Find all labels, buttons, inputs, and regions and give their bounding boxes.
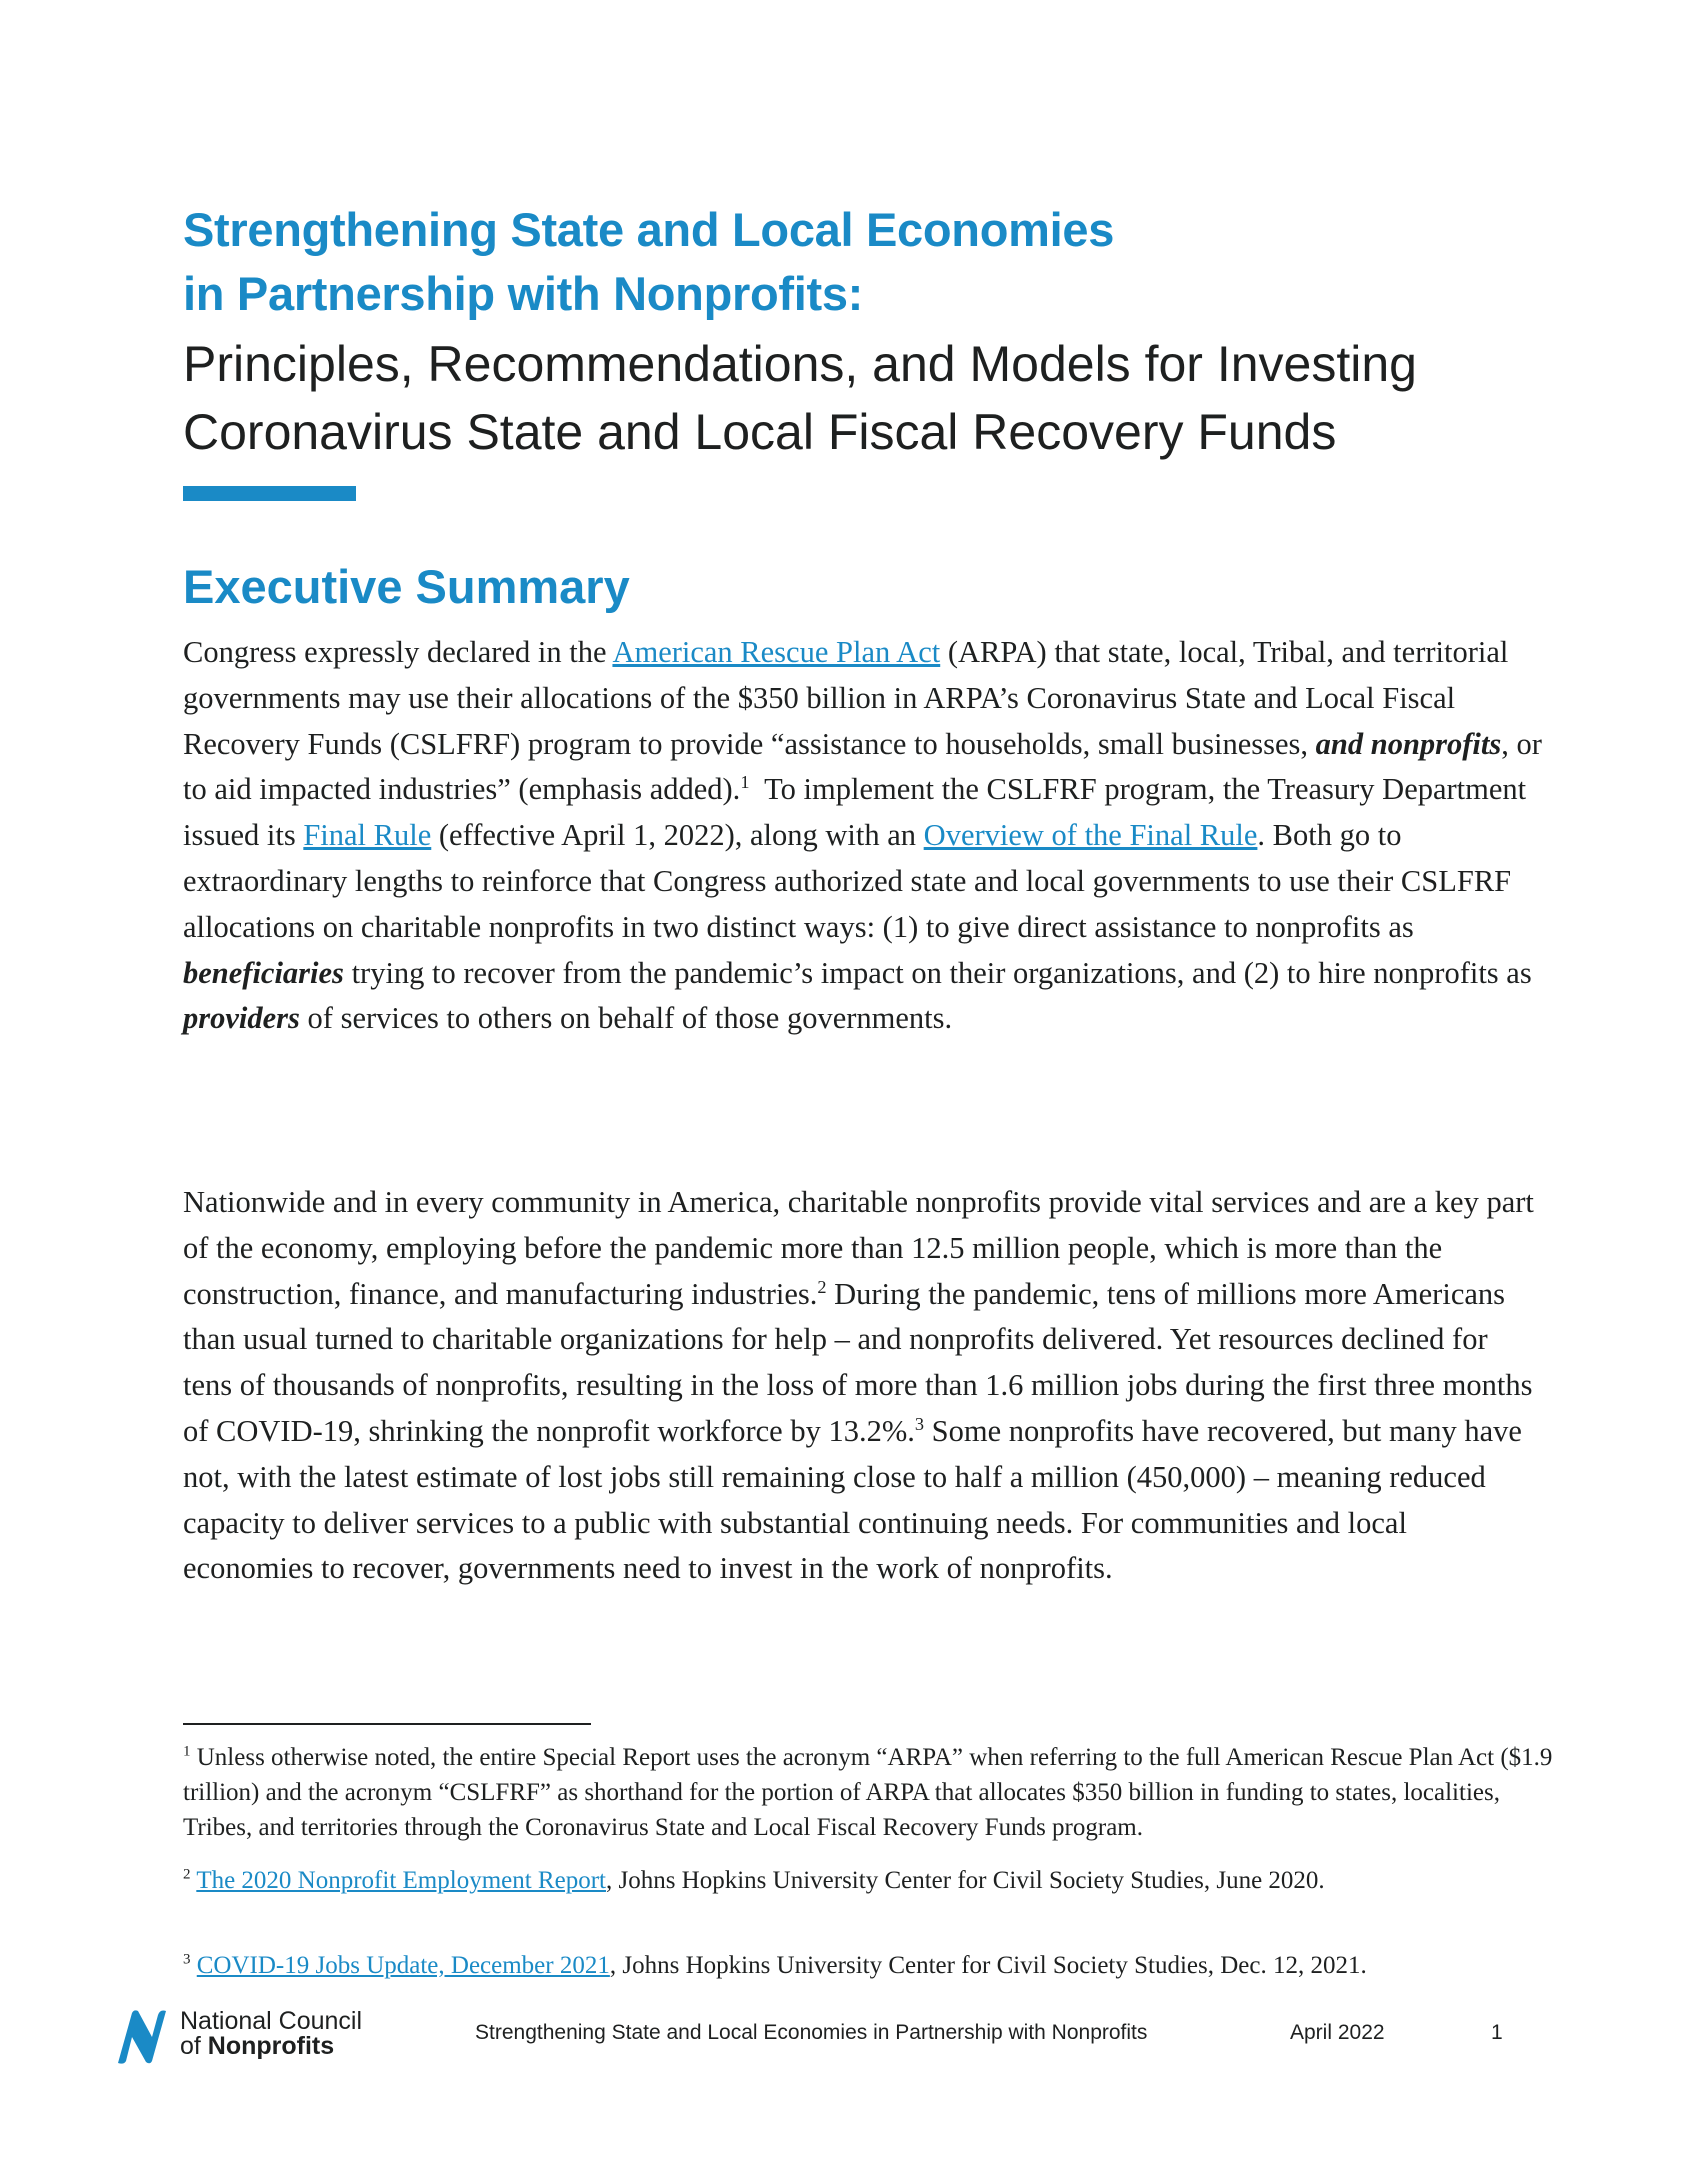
text-run: Some nonprofits have recovered, but many have not, with the latest estimate of lost jobs still remaining close to half a million (450,000) – meaning reduced capacity to deliver services to a public with substantial continuing needs. For communities and local economies to recover, governments need to invest in the work of nonprofits.: [183, 1413, 1522, 1586]
footnote-ref-1[interactable]: 1: [740, 772, 750, 793]
text-run: , or to aid impacted industries” (emphasis added).: [183, 726, 1542, 807]
text-run: . Both go to extraordinary lengths to reinforce that Congress authorized state and local governments to use their CSLFRF allocations on charitable nonprofits in two distinct ways: (1) to give direct assistance to nonprofits as: [183, 818, 1512, 944]
footnote-number: 3: [183, 1951, 191, 1968]
title-line-1: Strengthening State and Local Economies: [183, 203, 1115, 256]
emphasis-and-nonprofits: and nonprofits: [1315, 726, 1502, 761]
footnote-text: , Johns Hopkins University Center for Civil Society Studies, Dec. 12, 2021.: [609, 1952, 1367, 1979]
text-run: (effective April 1, 2022), along with an: [431, 818, 924, 853]
footnote-number: 1: [183, 1743, 191, 1760]
footnote-1: [183, 1740, 1563, 1845]
emphasis-beneficiaries: beneficiaries: [183, 955, 344, 990]
footer-logo: [112, 2007, 372, 2067]
emphasis-providers: providers: [183, 1001, 300, 1036]
logo-wordmark: [180, 2009, 362, 2059]
text-run: Nationwide and in every community in America, charitable nonprofits provide vital services and are a key part of the economy, employing before the pandemic more than 12.5 million people, which is more than the construction, finance, and manufacturing industries.: [183, 1185, 1534, 1311]
footnote-ref-3[interactable]: 3: [914, 1413, 925, 1434]
accent-rule: [183, 486, 356, 501]
footnote-divider: [183, 1723, 591, 1725]
document-subtitle: [183, 330, 1563, 466]
text-run: Congress expressly declared in the: [183, 635, 613, 669]
text-run: trying to recover from the pandemic’s impact on their organizations, and (2) to hire nonprofits as: [343, 955, 1532, 990]
footer-title: Strengthening State and Local Economies in Partnership with Nonprofits: [475, 2021, 1148, 2044]
paragraph-1: [183, 630, 1543, 1042]
footnote-text: Unless otherwise noted, the entire Special Report uses the acronym “ARPA” when referring to the full American Rescue Plan Act ($1.9 trillion) and the acronym “CSLFRF” as shorthand for the portion of ARPA that allocates $350 billion in funding to states, localities, Tribes, and territories through the Coronavirus State and Local Fiscal Recovery Funds program.: [183, 1744, 1553, 1841]
text-run: of services to others on behalf of those governments.: [299, 1001, 953, 1036]
footer-date: April 2022: [1290, 2021, 1385, 2044]
logo-line-2: of Nonprofits: [180, 2032, 335, 2060]
link-american-rescue-plan-act[interactable]: American Rescue Plan Act: [612, 635, 941, 669]
subtitle-line-2: Coronavirus State and Local Fiscal Recovery Funds: [183, 404, 1337, 460]
n-logo-icon: [112, 2007, 172, 2065]
link-final-rule[interactable]: Final Rule: [303, 818, 432, 853]
text-run: (ARPA) that state, local, Tribal, and territorial governments may use their allocations of the $350 billion in ARPA’s Coronavirus State and Local Fiscal Recovery Funds (CSLFRF) program to provide “assistance to households, small businesses,: [183, 635, 1509, 761]
text-run: To implement the CSLFRF program, the Treasury Department issued its: [183, 772, 1534, 853]
link-nonprofit-employment-report[interactable]: The 2020 Nonprofit Employment Report: [196, 1867, 606, 1894]
footnote-ref-2[interactable]: 2: [817, 1276, 827, 1297]
page-number: 1: [1491, 2021, 1503, 2044]
footnote-3: [183, 1948, 1563, 1983]
section-heading: Executive Summary: [183, 560, 630, 613]
link-covid-jobs-update[interactable]: COVID-19 Jobs Update, December 2021: [196, 1952, 610, 1979]
footnote-number: 2: [183, 1866, 191, 1883]
document-title: [183, 198, 1543, 326]
footnote-2: [183, 1863, 1563, 1898]
link-overview-final-rule[interactable]: Overview of the Final Rule: [923, 818, 1258, 853]
paragraph-2: [183, 1180, 1543, 1592]
title-line-2: in Partnership with Nonprofits:: [183, 267, 864, 320]
subtitle-line-1: Principles, Recommendations, and Models for Investing: [183, 336, 1417, 392]
text-run: During the pandemic, tens of millions more Americans than usual turned to charitable organizations for help – and nonprofits delivered. Yet resources declined for tens of thousands of nonprofits, resulting in the loss of more than 1.6 million jobs during the first three months of COVID-19, shrinking the nonprofit workforce by 13.2%.: [183, 1276, 1533, 1448]
footnote-text: , Johns Hopkins University Center for Civil Society Studies, June 2020.: [605, 1867, 1325, 1894]
logo-line-1: National Council: [180, 2007, 363, 2035]
